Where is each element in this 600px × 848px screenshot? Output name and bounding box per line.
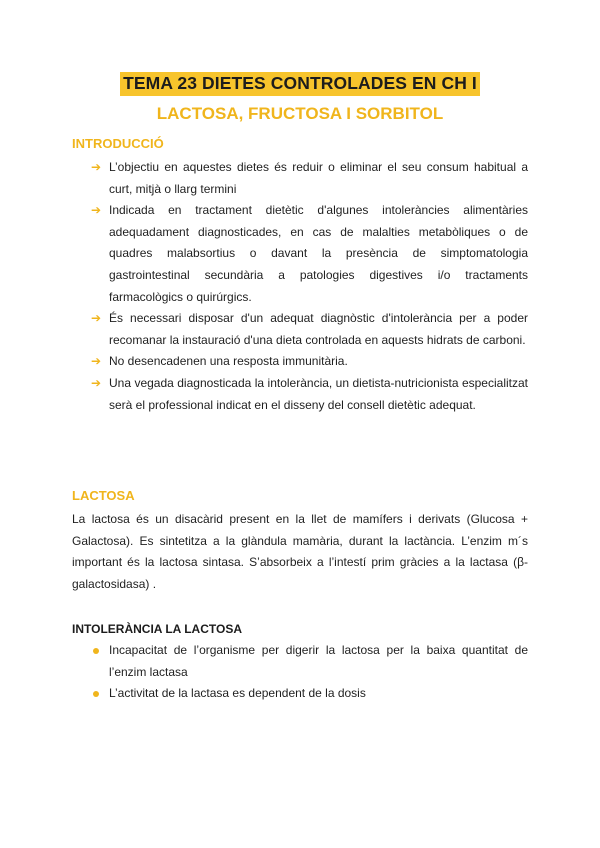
list-item-text: L’objectiu en aquestes dietes és reduir o eliminar el seu consum habitual a curt, mitjà o llarg termini <box>109 160 528 196</box>
page-subtitle: LACTOSA, FRUCTOSA I SORBITOL <box>156 104 444 123</box>
list-item <box>88 373 528 416</box>
list-item-text: L’activitat de la lactasa es dependent de la dosis <box>109 686 366 701</box>
arrow-right-icon: ➔ <box>91 203 102 218</box>
arrow-right-icon: ➔ <box>91 375 102 390</box>
list-item-text: Indicada en tractament dietètic d'algunes intoleràncies alimentàries adequadament diagnosticades, en cas de malalties metabòliques o de quadres malabsortius o davant la presència de simptomatologia gastrointestinal secundària a patologies digestives i/o tractaments farmacològics o quirúrgics. <box>109 203 528 304</box>
list-item <box>88 200 528 308</box>
list-item <box>88 157 528 200</box>
section-heading-introduccio: INTRODUCCIÓ <box>72 136 164 151</box>
list-item-text: Incapacitat de l’organisme per digerir la lactosa per la baixa quantitat de l’enzim lactasa <box>109 643 528 679</box>
arrow-right-icon: ➔ <box>91 354 102 369</box>
title-block <box>0 72 600 96</box>
list-item <box>88 351 528 373</box>
section-heading-intolerancia: INTOLERÀNCIA LA LACTOSA <box>72 622 242 636</box>
list-item-text: No desencadenen una resposta immunitària. <box>109 354 348 369</box>
list-item <box>88 308 528 351</box>
list-item <box>88 640 528 683</box>
lactosa-paragraph: La lactosa és un disacàrid present en la llet de mamífers i derivats (Glucosa + Galactosa). Es sintetitza a la glàndula mamària, durant la lactància. L’enzim m´s important és la lactosa sintasa. S’absorbeix a l’intestí prim gràcies a la lactasa (β-galactosidasa) . <box>72 512 528 591</box>
intro-list <box>88 157 528 416</box>
list-item-text: És necessari disposar d'un adequat diagnòstic d'intolerància per a poder recomanar la instauració d'una dieta controlada en aquests hidrats de carboni. <box>109 311 528 347</box>
page-title: TEMA 23 DIETES CONTROLADES EN CH I <box>120 72 480 96</box>
arrow-right-icon: ➔ <box>91 160 102 174</box>
dot-icon <box>93 691 99 697</box>
dot-icon <box>93 648 99 654</box>
section-heading-lactosa: LACTOSA <box>72 488 135 503</box>
list-item-text: Una vegada diagnosticada la intolerància, un dietista-nutricionista especialitzat serà el professional indicat en el disseny del consell dietètic adequat. <box>109 375 528 412</box>
intolerancia-list <box>88 640 528 705</box>
list-item <box>88 683 528 705</box>
arrow-right-icon: ➔ <box>91 311 102 326</box>
